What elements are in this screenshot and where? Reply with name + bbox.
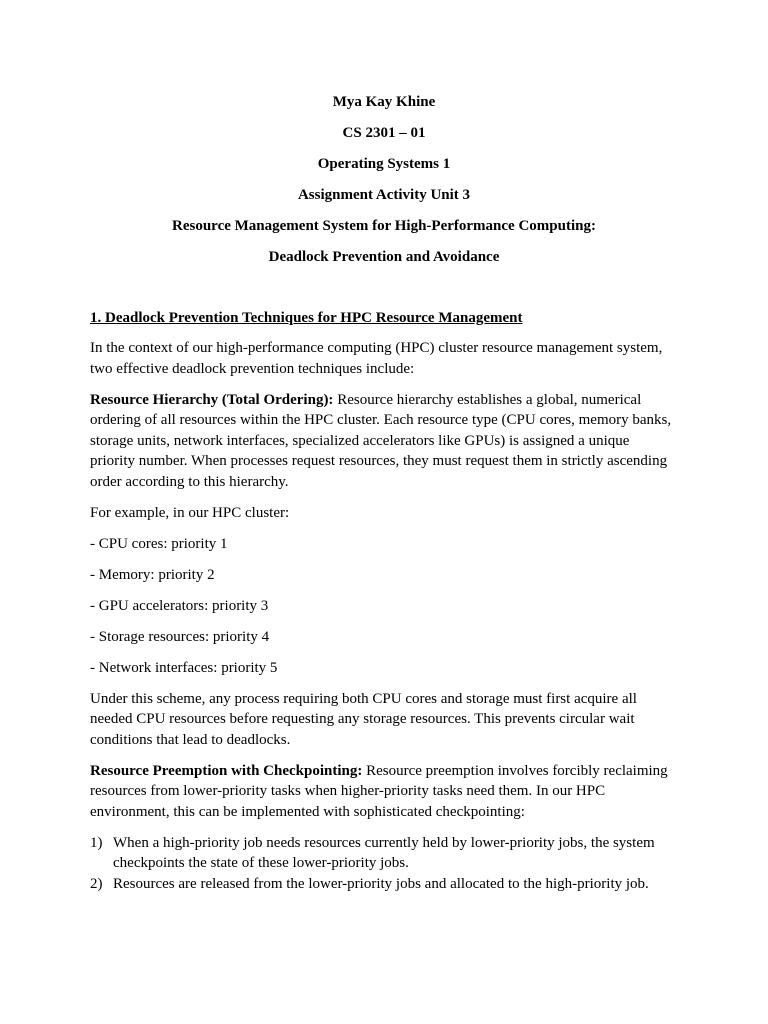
document-title-line-2: Deadlock Prevention and Avoidance <box>268 249 500 265</box>
priority-item-network: - Network interfaces: priority 5 <box>90 659 278 676</box>
resource-hierarchy-text: Resource hierarchy establishes a global, numerical ordering of all resources within the HPC cluster. Each resource type (CPU cores, memory banks, storage units, network interfaces, specialized accelerators like GPUs) is assigned a unique priority number. When processes request resources, they must request them in strictly ascending order according to this hierarchy. <box>90 391 672 490</box>
scheme-paragraph: Under this scheme, any process requiring both CPU cores and storage must first acquire all needed CPU resources before requesting any storage resources. This prevents circular wait conditions that lead to deadlocks. <box>90 690 637 748</box>
priority-item-cpu: - CPU cores: priority 1 <box>90 535 228 552</box>
priority-item-storage: - Storage resources: priority 4 <box>90 628 270 645</box>
list-item <box>90 833 678 874</box>
resource-preemption-text: Resource preemption involves forcibly reclaiming resources from lower-priority tasks when higher-priority tasks need them. In our HPC environment, this can be implemented with sophisticated checkpointing: <box>90 762 668 820</box>
resource-preemption-paragraph <box>90 761 678 823</box>
author-name: Mya Kay Khine <box>332 94 436 110</box>
priority-item-memory: - Memory: priority 2 <box>90 566 215 583</box>
section-1-heading: 1. Deadlock Prevention Techniques for HPC Resource Management <box>90 309 523 326</box>
priority-item-gpu: - GPU accelerators: priority 3 <box>90 597 269 614</box>
preemption-steps-list <box>90 833 678 895</box>
resource-hierarchy-paragraph <box>90 390 678 493</box>
resource-preemption-term: Resource Preemption with Checkpointing: <box>90 762 363 779</box>
step-number: 2) <box>90 875 103 892</box>
step-text: Resources are released from the lower-priority jobs and allocated to the high-priority job. <box>113 875 649 892</box>
title-block <box>90 92 678 268</box>
course-code: CS 2301 – 01 <box>342 125 426 141</box>
step-text: When a high-priority job needs resources currently held by lower-priority jobs, the system checkpoints the state of these lower-priority jobs. <box>113 834 655 871</box>
document-title-line-1: Resource Management System for High-Performance Computing: <box>172 218 596 234</box>
course-name: Operating Systems 1 <box>317 156 451 172</box>
example-intro: For example, in our HPC cluster: <box>90 504 290 521</box>
assignment-name: Assignment Activity Unit 3 <box>297 187 471 203</box>
list-item <box>90 874 678 895</box>
resource-hierarchy-term: Resource Hierarchy (Total Ordering): <box>90 391 334 408</box>
step-number: 1) <box>90 834 103 851</box>
section-1-intro: In the context of our high-performance computing (HPC) cluster resource management system, two effective deadlock prevention techniques include: <box>90 340 663 377</box>
